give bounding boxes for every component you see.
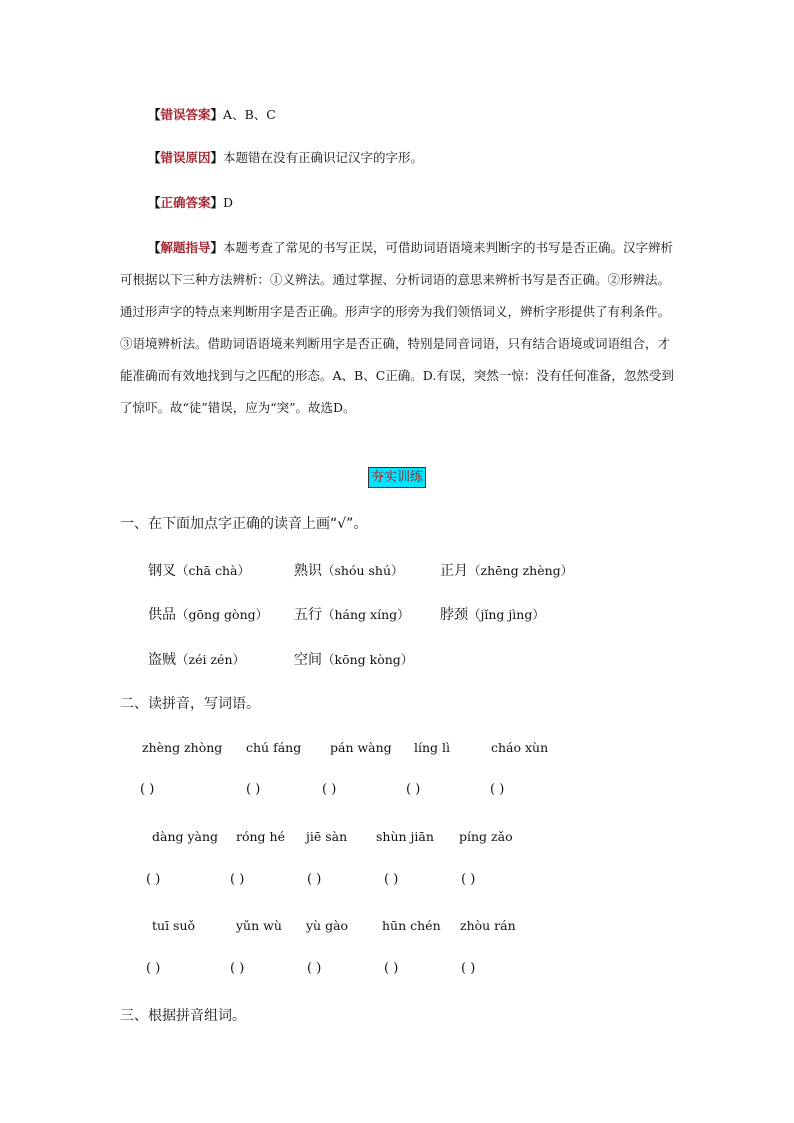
q2-pinyin: róng hé xyxy=(236,829,285,844)
answer-blank[interactable]: ( ) xyxy=(384,872,399,887)
q2-pinyin: zhèng zhòng xyxy=(142,740,223,755)
q2-pinyin: chú fáng xyxy=(246,740,302,755)
answer-blank[interactable]: ( ) xyxy=(230,961,245,976)
wrong-reason-line xyxy=(148,148,423,166)
answer-blank[interactable]: ( ) xyxy=(384,961,399,976)
q2-title: 二、读拼音，写词语。 xyxy=(120,696,260,712)
answer-blank[interactable]: ( ) xyxy=(146,872,161,887)
q1-item: 正月（zhēng zhèng） xyxy=(440,563,574,579)
answer-blank[interactable]: ( ) xyxy=(461,872,476,887)
q1-item: 五行（háng xíng） xyxy=(294,607,410,623)
answer-blank[interactable]: ( ) xyxy=(307,872,322,887)
analysis-text: 本题考查了常见的书写正误，可借助词语语境来判断字的书写是否正确。汉字辨析可根据以下三种方法辨析：①义辨法。通过掌握、分析词语的意思来辨析书写是否正确。②形辨法。通过形声字的特点来判断用字是否正确。形声字的形旁为我们领悟词义，辨析字形提供了有利条件。③语境辨析法。借助词语语境来判断用字是否正确，特别是同音词语，只有结合语境或词语组合，才能准确而有效地找到与之匹配的形态。A、B、C正确。D.有误，突然一惊：没有任何准备，忽然受到了惊吓。故“徒”错误，应为“突”。故选D。 xyxy=(120,240,674,415)
q1-item: 盗贼（zéi zén） xyxy=(148,652,245,668)
analysis-paragraph xyxy=(120,232,676,424)
answer-blank[interactable]: ( ) xyxy=(490,782,505,797)
answer-blank[interactable]: ( ) xyxy=(322,782,337,797)
q2-pinyin: zhòu rán xyxy=(460,918,516,933)
q2-pinyin: tuī suǒ xyxy=(152,918,196,933)
answer-blank[interactable]: ( ) xyxy=(146,961,161,976)
answer-blank[interactable]: ( ) xyxy=(461,961,476,976)
q2-pinyin: dàng yàng xyxy=(152,829,219,844)
q1-item: 空间（kōng kòng） xyxy=(294,652,414,668)
q2-pinyin: jiē sàn xyxy=(306,829,348,844)
q1-item: 脖颈（jǐng jìng） xyxy=(440,607,545,623)
correct-answer-label: 【正确答案】 xyxy=(148,195,224,210)
wrong-reason-label: 【错误原因】 xyxy=(148,150,224,165)
wrong-answer-text: A、B、C xyxy=(223,107,276,122)
correct-answer-line xyxy=(148,193,233,211)
wrong-reason-text: 本题错在没有正确识记汉字的字形。 xyxy=(223,150,424,165)
q2-pinyin: shùn jiān xyxy=(376,829,434,844)
answer-blank[interactable]: ( ) xyxy=(406,782,421,797)
q2-pinyin: píng zǎo xyxy=(459,829,513,844)
q1-title: 一、在下面加点字正确的读音上画“√”。 xyxy=(120,516,368,532)
q3-title: 三、根据拼音组词。 xyxy=(120,1008,246,1024)
answer-blank[interactable]: ( ) xyxy=(307,961,322,976)
answer-blank[interactable]: ( ) xyxy=(246,782,261,797)
correct-answer-text: D xyxy=(223,195,234,210)
q2-pinyin: yù gào xyxy=(306,918,349,933)
wrong-answer-label: 【错误答案】 xyxy=(148,107,224,122)
wrong-answer-line xyxy=(148,105,276,123)
q2-pinyin: líng lì xyxy=(414,740,451,755)
answer-blank[interactable]: ( ) xyxy=(140,782,155,797)
q1-item: 钢叉（chā chà） xyxy=(148,563,250,579)
q2-pinyin: yǔn wù xyxy=(236,918,282,933)
q1-item: 熟识（shóu shú） xyxy=(294,563,404,579)
q2-pinyin: pán wàng xyxy=(330,740,392,755)
q1-item: 供品（gōng gòng） xyxy=(148,607,269,623)
answer-blank[interactable]: ( ) xyxy=(230,872,245,887)
q2-pinyin: cháo xùn xyxy=(491,740,549,755)
q2-pinyin: hūn chén xyxy=(382,918,441,933)
analysis-label: 【解题指导】 xyxy=(148,240,224,255)
section-badge: 夯实训练 xyxy=(368,467,426,488)
